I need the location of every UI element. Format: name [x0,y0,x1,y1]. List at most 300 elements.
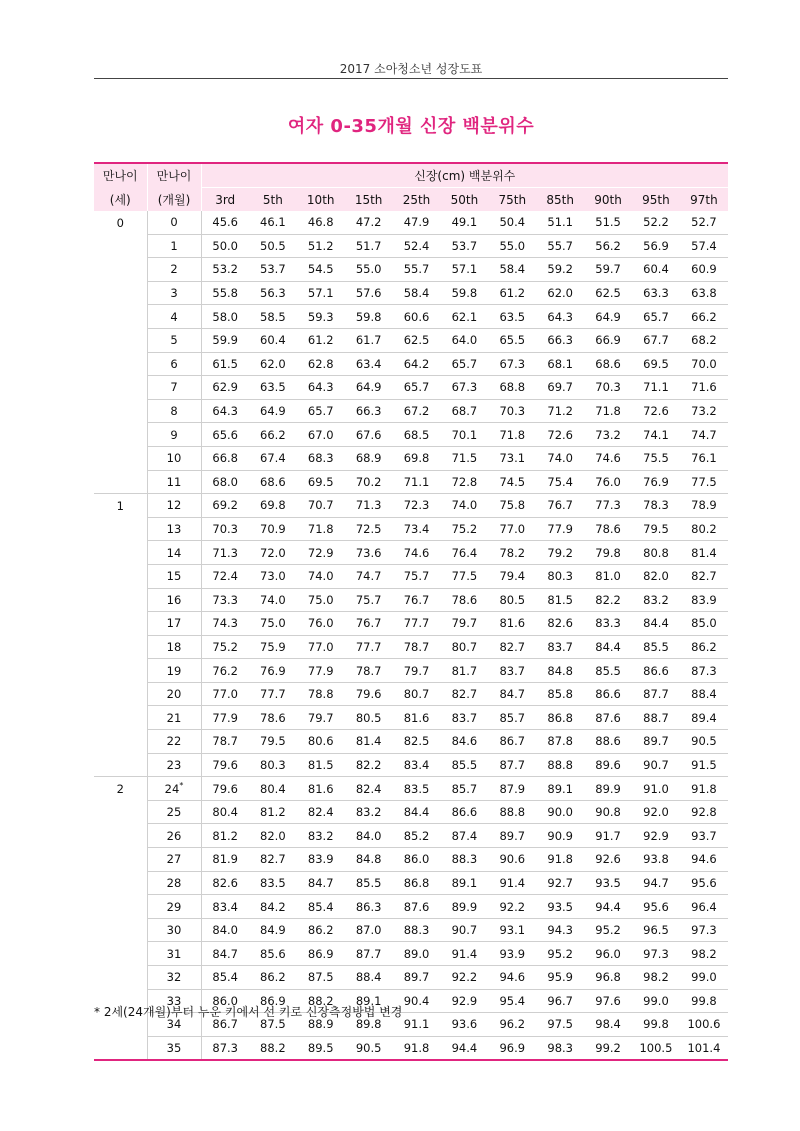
height-value-cell: 84.4 [393,800,441,824]
height-value-cell: 83.2 [345,800,393,824]
height-value-cell: 90.6 [488,848,536,872]
height-value-cell: 63.4 [345,352,393,376]
height-value-cell: 75.2 [440,517,488,541]
height-value-cell: 86.2 [680,635,728,659]
height-value-cell: 84.2 [249,895,297,919]
age-years-cell [94,682,147,706]
height-value-cell: 82.7 [680,564,728,588]
height-value-cell: 81.6 [297,777,345,801]
height-value-cell: 89.1 [345,989,393,1013]
height-value-cell: 76.1 [680,446,728,470]
height-value-cell: 66.8 [201,446,249,470]
height-value-cell: 51.1 [536,211,584,234]
height-value-cell: 95.4 [488,989,536,1013]
height-value-cell: 75.7 [393,564,441,588]
height-value-cell: 73.0 [249,564,297,588]
height-value-cell: 87.9 [488,777,536,801]
height-value-cell: 90.7 [632,753,680,777]
height-value-cell: 77.0 [488,517,536,541]
height-value-cell: 58.4 [488,258,536,282]
height-value-cell: 72.8 [440,470,488,494]
height-value-cell: 89.8 [345,1013,393,1037]
height-value-cell: 78.2 [488,541,536,565]
height-value-cell: 76.9 [632,470,680,494]
height-value-cell: 74.0 [297,564,345,588]
table-row [94,942,728,966]
height-value-cell: 91.4 [440,942,488,966]
percentile-header: 3rd [201,188,249,212]
height-value-cell: 69.8 [393,446,441,470]
height-value-cell: 83.2 [632,588,680,612]
height-value-cell: 52.2 [632,211,680,234]
height-value-cell: 92.2 [440,966,488,990]
height-value-cell: 61.2 [297,328,345,352]
height-value-cell: 86.3 [345,895,393,919]
height-value-cell: 97.6 [584,989,632,1013]
height-value-cell: 72.6 [632,399,680,423]
height-value-cell: 94.7 [632,871,680,895]
age-years-cell [94,305,147,329]
height-value-cell: 93.7 [680,824,728,848]
height-value-cell: 99.2 [595,1041,621,1056]
height-value-cell: 88.2 [297,989,345,1013]
age-years-cell [94,706,147,730]
height-value-cell: 73.2 [680,399,728,423]
height-value-cell: 72.0 [249,541,297,565]
percentile-header: 15th [345,188,393,212]
age-months-value: 24 [164,781,180,796]
height-value-cell: 53.7 [440,234,488,258]
height-value-cell: 95.2 [536,942,584,966]
height-value-cell: 55.8 [201,281,249,305]
height-value-cell: 83.7 [488,659,536,683]
height-value-cell: 59.9 [201,328,249,352]
age-months-cell [147,352,201,376]
height-value-cell: 87.3 [680,659,728,683]
height-value-cell: 97.5 [536,1013,584,1037]
table-row [94,446,728,470]
height-value-cell: 51.5 [584,211,632,234]
age-months-cell [147,564,201,588]
height-value-cell: 67.3 [488,352,536,376]
age-months-value: 18 [166,639,182,654]
age-months-cell [147,1036,201,1059]
height-value-cell: 99.0 [680,966,728,990]
age-months-cell [147,446,201,470]
footnote: * 2세(24개월)부터 누운 키에서 선 키로 신장측정방법 변경 [94,1005,403,1019]
age-years-cell [94,541,147,565]
height-value-cell: 55.7 [393,258,441,282]
height-value-cell: 85.5 [440,753,488,777]
height-value-cell: 82.6 [536,612,584,636]
age-months-value: 19 [166,663,182,678]
height-value-cell: 101.4 [687,1041,721,1056]
height-value-cell: 55.0 [488,234,536,258]
height-value-cell: 91.4 [488,871,536,895]
height-value-cell: 59.7 [584,258,632,282]
height-value-cell: 83.5 [393,777,441,801]
height-value-cell: 79.6 [201,777,249,801]
height-value-cell: 85.0 [680,612,728,636]
height-value-cell: 90.8 [584,800,632,824]
height-value-cell: 58.5 [249,305,297,329]
table-row [94,352,728,376]
height-value-cell: 91.5 [680,753,728,777]
height-value-cell: 68.6 [249,470,297,494]
height-value-cell: 82.2 [584,588,632,612]
table-row [94,612,728,636]
age-months-cell [147,588,201,612]
height-value-cell: 86.9 [297,942,345,966]
height-value-cell: 77.9 [536,517,584,541]
table-row [94,918,728,942]
age-months-cell [147,376,201,400]
age-months-value: 13 [166,522,182,537]
table-row [94,753,728,777]
height-value-cell: 88.6 [584,730,632,754]
table-row [94,328,728,352]
height-value-cell: 71.2 [536,399,584,423]
percentile-header: 10th [297,188,345,212]
age-years-cell [94,824,147,848]
table-row [94,494,728,518]
height-value-cell: 51.2 [297,234,345,258]
height-value-cell: 80.2 [680,517,728,541]
height-value-cell: 86.2 [249,966,297,990]
height-value-cell: 83.2 [297,824,345,848]
age-months-value: 11 [166,474,182,489]
height-value-cell: 62.0 [249,352,297,376]
table-row [94,706,728,730]
height-value-cell: 56.3 [249,281,297,305]
height-value-cell: 85.5 [632,635,680,659]
height-value-cell: 77.9 [201,706,249,730]
height-value-cell: 71.8 [297,517,345,541]
age-months-cell [147,777,201,801]
height-value-cell: 76.2 [201,659,249,683]
percentile-header: 85th [536,188,584,212]
height-value-cell: 96.7 [536,989,584,1013]
height-value-cell: 68.2 [680,328,728,352]
age-months-value: 32 [166,970,182,985]
age-years-cell [94,399,147,423]
height-value-cell: 88.3 [393,918,441,942]
height-value-cell: 65.7 [297,399,345,423]
table-body [94,211,728,1059]
table-header [94,164,728,211]
height-value-cell: 71.1 [393,470,441,494]
percentile-header: 95th [632,188,680,212]
age-months-cell [147,258,201,282]
age-months-value: 1 [170,238,178,253]
height-value-cell: 64.9 [249,399,297,423]
height-value-cell: 83.5 [249,871,297,895]
height-value-cell: 69.7 [536,376,584,400]
table-row [94,564,728,588]
age-months-value: 6 [170,356,178,371]
height-value-cell: 97.3 [632,942,680,966]
table-row [94,659,728,683]
height-value-cell: 66.3 [536,328,584,352]
height-value-cell: 82.0 [632,564,680,588]
age-months-value: 29 [166,899,182,914]
height-value-cell: 88.2 [260,1041,286,1056]
height-value-cell: 60.6 [393,305,441,329]
table-row [94,423,728,447]
height-value-cell: 100.5 [639,1041,673,1056]
height-value-cell: 74.0 [536,446,584,470]
height-value-cell: 87.7 [345,942,393,966]
col-age-years-label: 만나이 [94,164,147,188]
height-value-cell: 77.3 [584,494,632,518]
height-value-cell: 81.9 [201,848,249,872]
height-value-cell: 82.6 [201,871,249,895]
height-value-cell: 98.4 [584,1013,632,1037]
height-value-cell: 78.7 [201,730,249,754]
height-value-cell: 55.7 [536,234,584,258]
table-row [94,800,728,824]
height-value-cell: 80.5 [488,588,536,612]
height-value-cell: 91.7 [584,824,632,848]
height-value-cell: 71.8 [584,399,632,423]
age-months-cell [147,942,201,966]
height-value-cell: 94.3 [536,918,584,942]
height-value-cell: 86.7 [201,1013,249,1037]
height-value-cell: 92.7 [536,871,584,895]
height-value-cell: 84.6 [440,730,488,754]
height-value-cell: 51.7 [345,234,393,258]
age-years-cell [94,564,147,588]
age-years-cell [94,753,147,777]
age-years-cell [94,281,147,305]
height-value-cell: 77.7 [345,635,393,659]
height-value-cell: 89.7 [393,966,441,990]
height-value-cell: 80.8 [632,541,680,565]
height-value-cell: 90.9 [536,824,584,848]
table-row [94,895,728,919]
percentile-header: 5th [249,188,297,212]
height-value-cell: 87.7 [632,682,680,706]
age-months-cell [147,824,201,848]
age-months-cell [147,494,201,518]
height-value-cell: 75.9 [249,635,297,659]
age-months-cell [147,848,201,872]
height-value-cell: 100.6 [680,1013,728,1037]
height-value-cell: 92.2 [488,895,536,919]
height-value-cell: 87.7 [488,753,536,777]
age-years-cell [94,800,147,824]
height-value-cell: 86.9 [249,989,297,1013]
height-value-cell: 71.3 [345,494,393,518]
height-value-cell: 67.2 [393,399,441,423]
height-value-cell: 79.6 [201,753,249,777]
height-value-cell: 75.0 [249,612,297,636]
height-value-cell: 77.7 [393,612,441,636]
height-value-cell: 73.2 [584,423,632,447]
height-value-cell: 47.2 [345,211,393,234]
height-value-cell: 85.5 [345,871,393,895]
height-value-cell: 80.4 [249,777,297,801]
height-value-cell: 59.8 [345,305,393,329]
age-years-cell [94,730,147,754]
height-value-cell: 73.3 [201,588,249,612]
height-value-cell: 83.7 [536,635,584,659]
height-value-cell: 60.4 [632,258,680,282]
height-value-cell: 87.5 [297,966,345,990]
age-years-cell [94,234,147,258]
height-value-cell: 71.6 [680,376,728,400]
height-value-cell: 88.3 [440,848,488,872]
age-months-value: 26 [166,828,182,843]
height-value-cell: 62.1 [440,305,488,329]
age-months-cell [147,305,201,329]
height-value-cell: 84.7 [297,871,345,895]
height-value-cell: 79.5 [249,730,297,754]
height-value-cell: 79.5 [632,517,680,541]
age-months-cell [147,541,201,565]
height-value-cell: 70.3 [584,376,632,400]
height-value-cell: 71.8 [488,423,536,447]
height-value-cell: 46.1 [249,211,297,234]
table-row [94,824,728,848]
height-value-cell: 74.6 [393,541,441,565]
height-value-cell: 88.4 [345,966,393,990]
height-value-cell: 95.2 [584,918,632,942]
age-months-cell [147,706,201,730]
table-row [94,470,728,494]
height-value-cell: 52.4 [393,234,441,258]
header-divider [94,78,728,79]
height-value-cell: 96.4 [680,895,728,919]
height-value-cell: 86.0 [393,848,441,872]
height-value-cell: 84.0 [345,824,393,848]
height-value-cell: 90.5 [355,1041,382,1056]
age-months-value: 5 [170,333,178,348]
height-value-cell: 99.0 [632,989,680,1013]
height-value-cell: 56.2 [584,234,632,258]
age-months-cell [147,423,201,447]
height-value-cell: 78.7 [393,635,441,659]
height-value-cell: 81.2 [249,800,297,824]
age-months-cell [147,659,201,683]
height-value-cell: 71.3 [201,541,249,565]
height-value-cell: 91.1 [393,1013,441,1037]
height-value-cell: 68.7 [440,399,488,423]
age-years-cell [94,871,147,895]
height-value-cell: 77.9 [297,659,345,683]
age-months-cell [147,871,201,895]
percentile-header: 25th [393,188,441,212]
age-years-cell [94,258,147,282]
height-value-cell: 91.0 [632,777,680,801]
height-value-cell: 75.5 [632,446,680,470]
height-value-cell: 89.1 [440,871,488,895]
height-value-cell: 80.7 [393,682,441,706]
height-value-cell: 79.6 [345,682,393,706]
height-value-cell: 89.9 [584,777,632,801]
height-value-cell: 83.7 [440,706,488,730]
height-value-cell: 93.5 [536,895,584,919]
height-value-cell: 82.5 [393,730,441,754]
height-value-cell: 93.1 [488,918,536,942]
height-value-cell: 78.6 [440,588,488,612]
percentile-table-container [94,162,728,1061]
height-value-cell: 74.0 [440,494,488,518]
height-value-cell: 64.9 [345,376,393,400]
height-value-cell: 55.0 [345,258,393,282]
height-value-cell: 50.0 [201,234,249,258]
height-value-cell: 94.6 [680,848,728,872]
age-months-cell [147,612,201,636]
height-value-cell: 77.0 [297,635,345,659]
height-value-cell: 63.8 [680,281,728,305]
height-value-cell: 85.5 [584,659,632,683]
height-value-cell: 80.7 [440,635,488,659]
height-value-cell: 66.2 [680,305,728,329]
height-value-cell: 72.6 [536,423,584,447]
age-years-cell: 0 [94,211,147,234]
height-value-cell: 74.3 [201,612,249,636]
height-value-cell: 79.8 [584,541,632,565]
height-percentile-table [94,164,728,1059]
height-value-cell: 64.3 [201,399,249,423]
height-value-cell: 90.4 [393,989,441,1013]
height-value-cell: 80.3 [536,564,584,588]
height-value-cell: 96.8 [584,966,632,990]
table-row [94,777,728,801]
height-value-cell: 68.9 [345,446,393,470]
table-row [94,635,728,659]
height-value-cell: 90.5 [680,730,728,754]
height-value-cell: 72.5 [345,517,393,541]
height-value-cell: 88.9 [297,1013,345,1037]
height-value-cell: 98.2 [632,966,680,990]
height-value-cell: 56.9 [632,234,680,258]
height-value-cell: 85.4 [201,966,249,990]
height-value-cell: 60.9 [680,258,728,282]
height-value-cell: 70.0 [680,352,728,376]
percentile-header: 97th [680,188,728,212]
height-value-cell: 61.5 [201,352,249,376]
age-years-cell [94,517,147,541]
table-row [94,234,728,258]
age-years-cell [94,588,147,612]
height-value-cell: 67.0 [297,423,345,447]
age-years-cell: 2 [94,777,147,801]
height-value-cell: 68.8 [488,376,536,400]
height-value-cell: 49.1 [440,211,488,234]
height-value-cell: 82.2 [345,753,393,777]
height-value-cell: 87.6 [393,895,441,919]
height-value-cell: 85.6 [249,942,297,966]
age-years-cell [94,612,147,636]
height-value-cell: 78.6 [584,517,632,541]
height-value-cell: 81.2 [201,824,249,848]
height-value-cell: 62.8 [297,352,345,376]
height-value-cell: 88.8 [536,753,584,777]
height-value-cell: 57.1 [440,258,488,282]
height-value-cell: 65.7 [393,376,441,400]
height-value-cell: 62.5 [584,281,632,305]
height-value-cell: 78.7 [345,659,393,683]
height-value-cell: 83.9 [297,848,345,872]
height-value-cell: 64.9 [584,305,632,329]
height-value-cell: 82.7 [440,682,488,706]
height-value-cell: 78.9 [680,494,728,518]
age-months-cell [147,753,201,777]
height-value-cell: 77.7 [249,682,297,706]
table-row [94,1036,728,1059]
